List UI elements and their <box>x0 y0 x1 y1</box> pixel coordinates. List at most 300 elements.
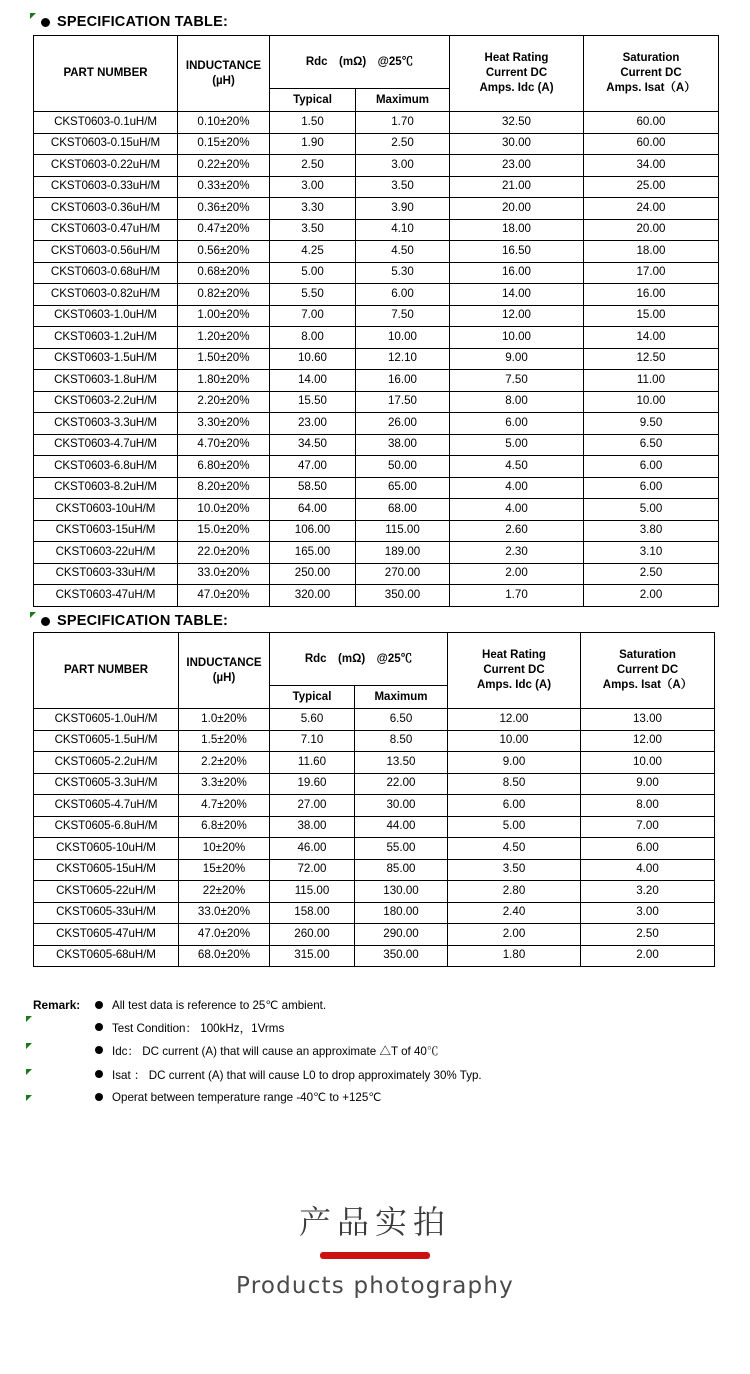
col-header-sat-line1: Saturation <box>622 52 680 65</box>
cell-rdc-typical: 7.10 <box>270 730 355 752</box>
cell-part-number: CKST0605-33uH/M <box>34 902 179 924</box>
cell-part-number: CKST0603-0.47uH/M <box>34 219 178 241</box>
cell-inductance: 1.20±20% <box>178 327 270 349</box>
cell-rdc-typical: 250.00 <box>270 563 356 585</box>
cell-idc-typical: 4.50 <box>448 838 581 860</box>
cell-isat-typical: 60.00 <box>584 133 719 155</box>
cell-part-number: CKST0603-0.82uH/M <box>34 284 178 306</box>
cell-inductance: 0.82±20% <box>178 284 270 306</box>
table-row <box>34 520 719 542</box>
cell-rdc-maximum: 6.50 <box>355 709 448 731</box>
cell-inductance: 0.10±20% <box>178 112 270 134</box>
cell-part-number: CKST0605-22uH/M <box>34 881 179 903</box>
table-row <box>34 859 715 881</box>
cell-isat-typical: 9.50 <box>584 413 719 435</box>
cell-idc-typical: 16.00 <box>450 262 584 284</box>
cell-rdc-typical: 4.25 <box>270 241 356 263</box>
cell-rdc-maximum: 2.50 <box>356 133 450 155</box>
table-row <box>34 348 719 370</box>
cell-idc-typical: 21.00 <box>450 176 584 198</box>
table-row <box>34 542 719 564</box>
cell-idc-typical: 2.60 <box>450 520 584 542</box>
col-header-sat-line3: Amps. Isat（A） <box>602 678 693 691</box>
section-heading-label: SPECIFICATION TABLE: <box>57 613 229 629</box>
cell-inductance: 0.22±20% <box>178 155 270 177</box>
remark-text: Operat between temperature range -40℃ to +125℃ <box>112 1091 382 1104</box>
cell-idc-typical: 30.00 <box>450 133 584 155</box>
cell-idc-typical: 4.50 <box>450 456 584 478</box>
cell-rdc-typical: 47.00 <box>270 456 356 478</box>
cell-isat-typical: 9.00 <box>581 773 715 795</box>
cell-part-number: CKST0603-1.8uH/M <box>34 370 178 392</box>
table-header-row-primary <box>34 36 719 89</box>
col-header-part-number: PART NUMBER <box>34 633 179 709</box>
table-row <box>34 945 715 967</box>
cell-rdc-maximum: 3.00 <box>356 155 450 177</box>
table-row <box>34 924 715 946</box>
col-header-rdc-typical: Typical <box>270 89 356 112</box>
cell-rdc-maximum: 4.50 <box>356 241 450 263</box>
table-row <box>34 219 719 241</box>
table-row <box>34 241 719 263</box>
cell-part-number: CKST0603-2.2uH/M <box>34 391 178 413</box>
cell-isat-typical: 2.50 <box>584 563 719 585</box>
cell-isat-typical: 17.00 <box>584 262 719 284</box>
cell-inductance: 0.15±20% <box>178 133 270 155</box>
cell-inductance: 1.00±20% <box>178 305 270 327</box>
spec-table-body-ckst0603 <box>34 112 719 607</box>
cell-idc-typical: 12.00 <box>448 709 581 731</box>
cell-part-number: CKST0603-0.56uH/M <box>34 241 178 263</box>
cell-isat-typical: 34.00 <box>584 155 719 177</box>
cell-isat-typical: 60.00 <box>584 112 719 134</box>
cell-idc-typical: 1.70 <box>450 585 584 607</box>
spellcheck-corner-mark <box>30 13 36 19</box>
cell-isat-typical: 6.00 <box>584 477 719 499</box>
cell-idc-typical: 12.00 <box>450 305 584 327</box>
remark-text: Test Condition： 100kHz，1Vrms <box>112 1021 285 1035</box>
cell-part-number: CKST0603-22uH/M <box>34 542 178 564</box>
cell-rdc-typical: 320.00 <box>270 585 356 607</box>
remark-item <box>33 1090 693 1104</box>
table-header-row-primary <box>34 633 715 686</box>
accent-underline-bar <box>320 1252 430 1259</box>
cell-rdc-maximum: 17.50 <box>356 391 450 413</box>
table-row <box>34 305 719 327</box>
cell-rdc-typical: 27.00 <box>270 795 355 817</box>
col-header-sat-line1: Saturation <box>619 649 676 662</box>
cell-rdc-typical: 106.00 <box>270 520 356 542</box>
table-row <box>34 112 719 134</box>
col-header-heat-rating <box>450 36 584 112</box>
cell-inductance: 3.30±20% <box>178 413 270 435</box>
cell-rdc-typical: 58.50 <box>270 477 356 499</box>
cell-part-number: CKST0605-4.7uH/M <box>34 795 179 817</box>
cell-isat-typical: 3.20 <box>581 881 715 903</box>
col-header-heat-line3: Amps. Idc (A) <box>479 81 554 94</box>
cell-rdc-typical: 3.30 <box>270 198 356 220</box>
cell-isat-typical: 6.50 <box>584 434 719 456</box>
cell-rdc-typical: 165.00 <box>270 542 356 564</box>
cell-part-number: CKST0603-10uH/M <box>34 499 178 521</box>
remark-item <box>33 998 693 1012</box>
cell-isat-typical: 2.00 <box>581 945 715 967</box>
cell-inductance: 10.0±20% <box>178 499 270 521</box>
bullet-dot-icon <box>95 1001 103 1009</box>
cell-isat-typical: 25.00 <box>584 176 719 198</box>
cell-idc-typical: 2.80 <box>448 881 581 903</box>
cell-rdc-maximum: 50.00 <box>356 456 450 478</box>
cell-idc-typical: 4.00 <box>450 477 584 499</box>
cell-isat-typical: 2.00 <box>584 585 719 607</box>
cell-rdc-typical: 3.00 <box>270 176 356 198</box>
cell-part-number: CKST0603-0.1uH/M <box>34 112 178 134</box>
cell-isat-typical: 12.50 <box>584 348 719 370</box>
cell-rdc-typical: 72.00 <box>270 859 355 881</box>
spellcheck-corner-mark <box>26 1069 32 1075</box>
cell-idc-typical: 2.40 <box>448 902 581 924</box>
cell-isat-typical: 11.00 <box>584 370 719 392</box>
col-header-saturation <box>581 633 715 709</box>
cell-part-number: CKST0603-33uH/M <box>34 563 178 585</box>
cell-idc-typical: 6.00 <box>448 795 581 817</box>
col-header-sat-line3: Amps. Isat（A） <box>606 81 696 94</box>
cell-idc-typical: 2.00 <box>450 563 584 585</box>
cell-rdc-typical: 3.50 <box>270 219 356 241</box>
col-header-saturation <box>584 36 719 112</box>
cell-rdc-maximum: 1.70 <box>356 112 450 134</box>
cell-inductance: 0.36±20% <box>178 198 270 220</box>
cell-rdc-maximum: 85.00 <box>355 859 448 881</box>
spec-table-ckst0605 <box>33 632 715 967</box>
cell-part-number: CKST0603-15uH/M <box>34 520 178 542</box>
cell-isat-typical: 6.00 <box>581 838 715 860</box>
photo-title-en: Products photography <box>236 1273 514 1299</box>
section-heading-label: SPECIFICATION TABLE: <box>57 14 229 30</box>
cell-isat-typical: 15.00 <box>584 305 719 327</box>
bullet-dot-icon <box>41 617 50 626</box>
spellcheck-corner-mark <box>26 1043 32 1049</box>
cell-rdc-maximum: 16.00 <box>356 370 450 392</box>
col-header-rdc-maximum: Maximum <box>356 89 450 112</box>
cell-rdc-maximum: 55.00 <box>355 838 448 860</box>
cell-idc-typical: 5.00 <box>448 816 581 838</box>
table-row <box>34 881 715 903</box>
col-header-inductance-line2: (µH) <box>212 74 235 87</box>
cell-isat-typical: 16.00 <box>584 284 719 306</box>
cell-rdc-typical: 7.00 <box>270 305 356 327</box>
cell-rdc-maximum: 189.00 <box>356 542 450 564</box>
cell-isat-typical: 10.00 <box>584 391 719 413</box>
cell-inductance: 10±20% <box>179 838 270 860</box>
cell-isat-typical: 7.00 <box>581 816 715 838</box>
cell-rdc-maximum: 7.50 <box>356 305 450 327</box>
cell-idc-typical: 6.00 <box>450 413 584 435</box>
col-header-inductance-line1: INDUCTANCE <box>185 59 262 72</box>
col-header-heat-line3: Amps. Idc (A) <box>476 678 552 691</box>
remark-text: All test data is reference to 25℃ ambient. <box>112 999 327 1012</box>
cell-idc-typical: 9.00 <box>450 348 584 370</box>
col-header-sat-line2: Current DC <box>620 67 682 80</box>
cell-part-number: CKST0605-15uH/M <box>34 859 179 881</box>
cell-inductance: 1.5±20% <box>179 730 270 752</box>
cell-part-number: CKST0605-6.8uH/M <box>34 816 179 838</box>
cell-rdc-maximum: 350.00 <box>355 945 448 967</box>
table-row <box>34 284 719 306</box>
cell-isat-typical: 12.00 <box>581 730 715 752</box>
cell-inductance: 0.47±20% <box>178 219 270 241</box>
col-header-rdc-typical: Typical <box>270 686 355 709</box>
cell-part-number: CKST0605-68uH/M <box>34 945 179 967</box>
cell-rdc-maximum: 130.00 <box>355 881 448 903</box>
col-header-heat-line2: Current DC <box>483 664 545 677</box>
cell-idc-typical: 2.30 <box>450 542 584 564</box>
table-row <box>34 327 719 349</box>
cell-rdc-maximum: 180.00 <box>355 902 448 924</box>
cell-idc-typical: 23.00 <box>450 155 584 177</box>
cell-rdc-maximum: 38.00 <box>356 434 450 456</box>
spec-table-body-ckst0605 <box>34 709 715 967</box>
cell-isat-typical: 2.50 <box>581 924 715 946</box>
cell-idc-typical: 32.50 <box>450 112 584 134</box>
table-row <box>34 477 719 499</box>
cell-inductance: 8.20±20% <box>178 477 270 499</box>
cell-rdc-typical: 11.60 <box>270 752 355 774</box>
cell-rdc-typical: 1.90 <box>270 133 356 155</box>
cell-idc-typical: 9.00 <box>448 752 581 774</box>
cell-inductance: 6.80±20% <box>178 456 270 478</box>
cell-rdc-typical: 2.50 <box>270 155 356 177</box>
cell-idc-typical: 7.50 <box>450 370 584 392</box>
cell-rdc-typical: 115.00 <box>270 881 355 903</box>
table-row <box>34 795 715 817</box>
cell-inductance: 1.50±20% <box>178 348 270 370</box>
col-header-inductance <box>178 36 270 112</box>
cell-inductance: 0.33±20% <box>178 176 270 198</box>
cell-rdc-maximum: 5.30 <box>356 262 450 284</box>
table-row <box>34 370 719 392</box>
cell-isat-typical: 18.00 <box>584 241 719 263</box>
cell-part-number: CKST0603-8.2uH/M <box>34 477 178 499</box>
cell-idc-typical: 1.80 <box>448 945 581 967</box>
photo-title-cn: 产品实拍 <box>298 1203 451 1241</box>
cell-part-number: CKST0603-0.36uH/M <box>34 198 178 220</box>
cell-rdc-maximum: 115.00 <box>356 520 450 542</box>
cell-isat-typical: 8.00 <box>581 795 715 817</box>
cell-inductance: 15.0±20% <box>178 520 270 542</box>
table-row <box>34 155 719 177</box>
cell-inductance: 3.3±20% <box>179 773 270 795</box>
cell-part-number: CKST0603-1.2uH/M <box>34 327 178 349</box>
cell-idc-typical: 2.00 <box>448 924 581 946</box>
cell-idc-typical: 10.00 <box>450 327 584 349</box>
cell-rdc-typical: 64.00 <box>270 499 356 521</box>
col-header-inductance <box>179 633 270 709</box>
cell-idc-typical: 14.00 <box>450 284 584 306</box>
cell-isat-typical: 3.10 <box>584 542 719 564</box>
cell-rdc-typical: 19.60 <box>270 773 355 795</box>
col-header-heat-rating <box>448 633 581 709</box>
cell-inductance: 22.0±20% <box>178 542 270 564</box>
cell-inductance: 4.70±20% <box>178 434 270 456</box>
cell-part-number: CKST0603-3.3uH/M <box>34 413 178 435</box>
cell-idc-typical: 16.50 <box>450 241 584 263</box>
col-header-part-number: PART NUMBER <box>34 36 178 112</box>
table-row <box>34 709 715 731</box>
cell-idc-typical: 20.00 <box>450 198 584 220</box>
table-row <box>34 176 719 198</box>
col-header-heat-line1: Heat Rating <box>482 649 546 662</box>
cell-part-number: CKST0605-1.5uH/M <box>34 730 179 752</box>
cell-inductance: 2.2±20% <box>179 752 270 774</box>
cell-part-number: CKST0603-47uH/M <box>34 585 178 607</box>
cell-idc-typical: 5.00 <box>450 434 584 456</box>
bullet-dot-icon <box>95 1093 103 1101</box>
cell-rdc-typical: 14.00 <box>270 370 356 392</box>
cell-rdc-maximum: 65.00 <box>356 477 450 499</box>
cell-part-number: CKST0603-4.7uH/M <box>34 434 178 456</box>
section-heading-1 <box>41 14 228 30</box>
cell-part-number: CKST0605-3.3uH/M <box>34 773 179 795</box>
cell-isat-typical: 3.00 <box>581 902 715 924</box>
cell-rdc-typical: 158.00 <box>270 902 355 924</box>
table-row <box>34 133 719 155</box>
cell-inductance: 2.20±20% <box>178 391 270 413</box>
cell-inductance: 33.0±20% <box>179 902 270 924</box>
cell-part-number: CKST0605-10uH/M <box>34 838 179 860</box>
spellcheck-corner-mark <box>26 1095 32 1101</box>
cell-isat-typical: 10.00 <box>581 752 715 774</box>
cell-part-number: CKST0603-6.8uH/M <box>34 456 178 478</box>
cell-rdc-maximum: 350.00 <box>356 585 450 607</box>
cell-rdc-typical: 10.60 <box>270 348 356 370</box>
remark-label: Remark: <box>33 998 81 1012</box>
cell-part-number: CKST0603-0.22uH/M <box>34 155 178 177</box>
cell-rdc-maximum: 270.00 <box>356 563 450 585</box>
remark-item <box>33 1043 693 1059</box>
bullet-dot-icon <box>41 18 50 27</box>
cell-isat-typical: 14.00 <box>584 327 719 349</box>
products-photography-block <box>0 1197 750 1299</box>
remark-item <box>33 1020 693 1036</box>
cell-rdc-maximum: 68.00 <box>356 499 450 521</box>
table-row <box>34 198 719 220</box>
cell-inductance: 6.8±20% <box>179 816 270 838</box>
cell-rdc-maximum: 290.00 <box>355 924 448 946</box>
cell-inductance: 68.0±20% <box>179 945 270 967</box>
cell-part-number: CKST0605-1.0uH/M <box>34 709 179 731</box>
table-row <box>34 902 715 924</box>
remark-block <box>33 998 693 1112</box>
cell-rdc-typical: 1.50 <box>270 112 356 134</box>
cell-rdc-maximum: 22.00 <box>355 773 448 795</box>
cell-isat-typical: 13.00 <box>581 709 715 731</box>
cell-idc-typical: 3.50 <box>448 859 581 881</box>
table-row <box>34 391 719 413</box>
cell-rdc-maximum: 10.00 <box>356 327 450 349</box>
cell-rdc-typical: 15.50 <box>270 391 356 413</box>
cell-rdc-maximum: 4.10 <box>356 219 450 241</box>
table-row <box>34 456 719 478</box>
cell-rdc-maximum: 8.50 <box>355 730 448 752</box>
cell-idc-typical: 4.00 <box>450 499 584 521</box>
cell-rdc-typical: 5.60 <box>270 709 355 731</box>
col-header-rdc: Rdc (mΩ) @25℃ <box>270 633 448 686</box>
cell-part-number: CKST0605-47uH/M <box>34 924 179 946</box>
cell-isat-typical: 24.00 <box>584 198 719 220</box>
cell-idc-typical: 8.50 <box>448 773 581 795</box>
spec-table-ckst0603 <box>33 35 719 607</box>
cell-rdc-typical: 38.00 <box>270 816 355 838</box>
cell-inductance: 47.0±20% <box>178 585 270 607</box>
cell-inductance: 1.80±20% <box>178 370 270 392</box>
bullet-dot-icon <box>95 1070 103 1078</box>
table-row <box>34 730 715 752</box>
cell-isat-typical: 6.00 <box>584 456 719 478</box>
col-header-inductance-line1: INDUCTANCE <box>186 656 262 669</box>
cell-rdc-maximum: 26.00 <box>356 413 450 435</box>
cell-inductance: 15±20% <box>179 859 270 881</box>
cell-rdc-maximum: 13.50 <box>355 752 448 774</box>
table-row <box>34 434 719 456</box>
table-row <box>34 563 719 585</box>
table-row <box>34 773 715 795</box>
cell-part-number: CKST0603-1.5uH/M <box>34 348 178 370</box>
remark-text: Idc： DC current (A) that will cause an approximate △T of 40℃ <box>112 1045 439 1058</box>
col-header-heat-line1: Heat Rating <box>484 52 549 65</box>
cell-isat-typical: 5.00 <box>584 499 719 521</box>
cell-idc-typical: 18.00 <box>450 219 584 241</box>
cell-inductance: 1.0±20% <box>179 709 270 731</box>
remark-item <box>33 1067 693 1083</box>
remark-text: Isat ： DC current (A) that will cause L0 to drop approximately 30% Typ. <box>112 1068 482 1082</box>
cell-rdc-maximum: 3.50 <box>356 176 450 198</box>
cell-part-number: CKST0603-1.0uH/M <box>34 305 178 327</box>
cell-rdc-typical: 34.50 <box>270 434 356 456</box>
col-header-rdc: Rdc (mΩ) @25℃ <box>270 36 450 89</box>
col-header-heat-line2: Current DC <box>485 67 548 80</box>
cell-rdc-maximum: 12.10 <box>356 348 450 370</box>
cell-rdc-maximum: 30.00 <box>355 795 448 817</box>
table-row <box>34 262 719 284</box>
cell-idc-typical: 10.00 <box>448 730 581 752</box>
cell-inductance: 0.68±20% <box>178 262 270 284</box>
cell-rdc-typical: 315.00 <box>270 945 355 967</box>
cell-isat-typical: 3.80 <box>584 520 719 542</box>
cell-rdc-typical: 46.00 <box>270 838 355 860</box>
cell-inductance: 33.0±20% <box>178 563 270 585</box>
col-header-sat-line2: Current DC <box>616 664 679 677</box>
cell-part-number: CKST0603-0.68uH/M <box>34 262 178 284</box>
cell-idc-typical: 8.00 <box>450 391 584 413</box>
cell-rdc-maximum: 6.00 <box>356 284 450 306</box>
cell-part-number: CKST0603-0.15uH/M <box>34 133 178 155</box>
table-row <box>34 413 719 435</box>
cell-rdc-typical: 23.00 <box>270 413 356 435</box>
cell-inductance: 47.0±20% <box>179 924 270 946</box>
spellcheck-corner-mark <box>26 1016 32 1022</box>
cell-part-number: CKST0605-2.2uH/M <box>34 752 179 774</box>
table-row <box>34 752 715 774</box>
cell-rdc-typical: 8.00 <box>270 327 356 349</box>
col-header-inductance-line2: (µH) <box>212 671 236 684</box>
section-heading-2 <box>41 613 228 629</box>
bullet-dot-icon <box>95 1023 103 1031</box>
cell-rdc-typical: 5.50 <box>270 284 356 306</box>
cell-isat-typical: 4.00 <box>581 859 715 881</box>
cell-rdc-typical: 260.00 <box>270 924 355 946</box>
cell-rdc-maximum: 44.00 <box>355 816 448 838</box>
